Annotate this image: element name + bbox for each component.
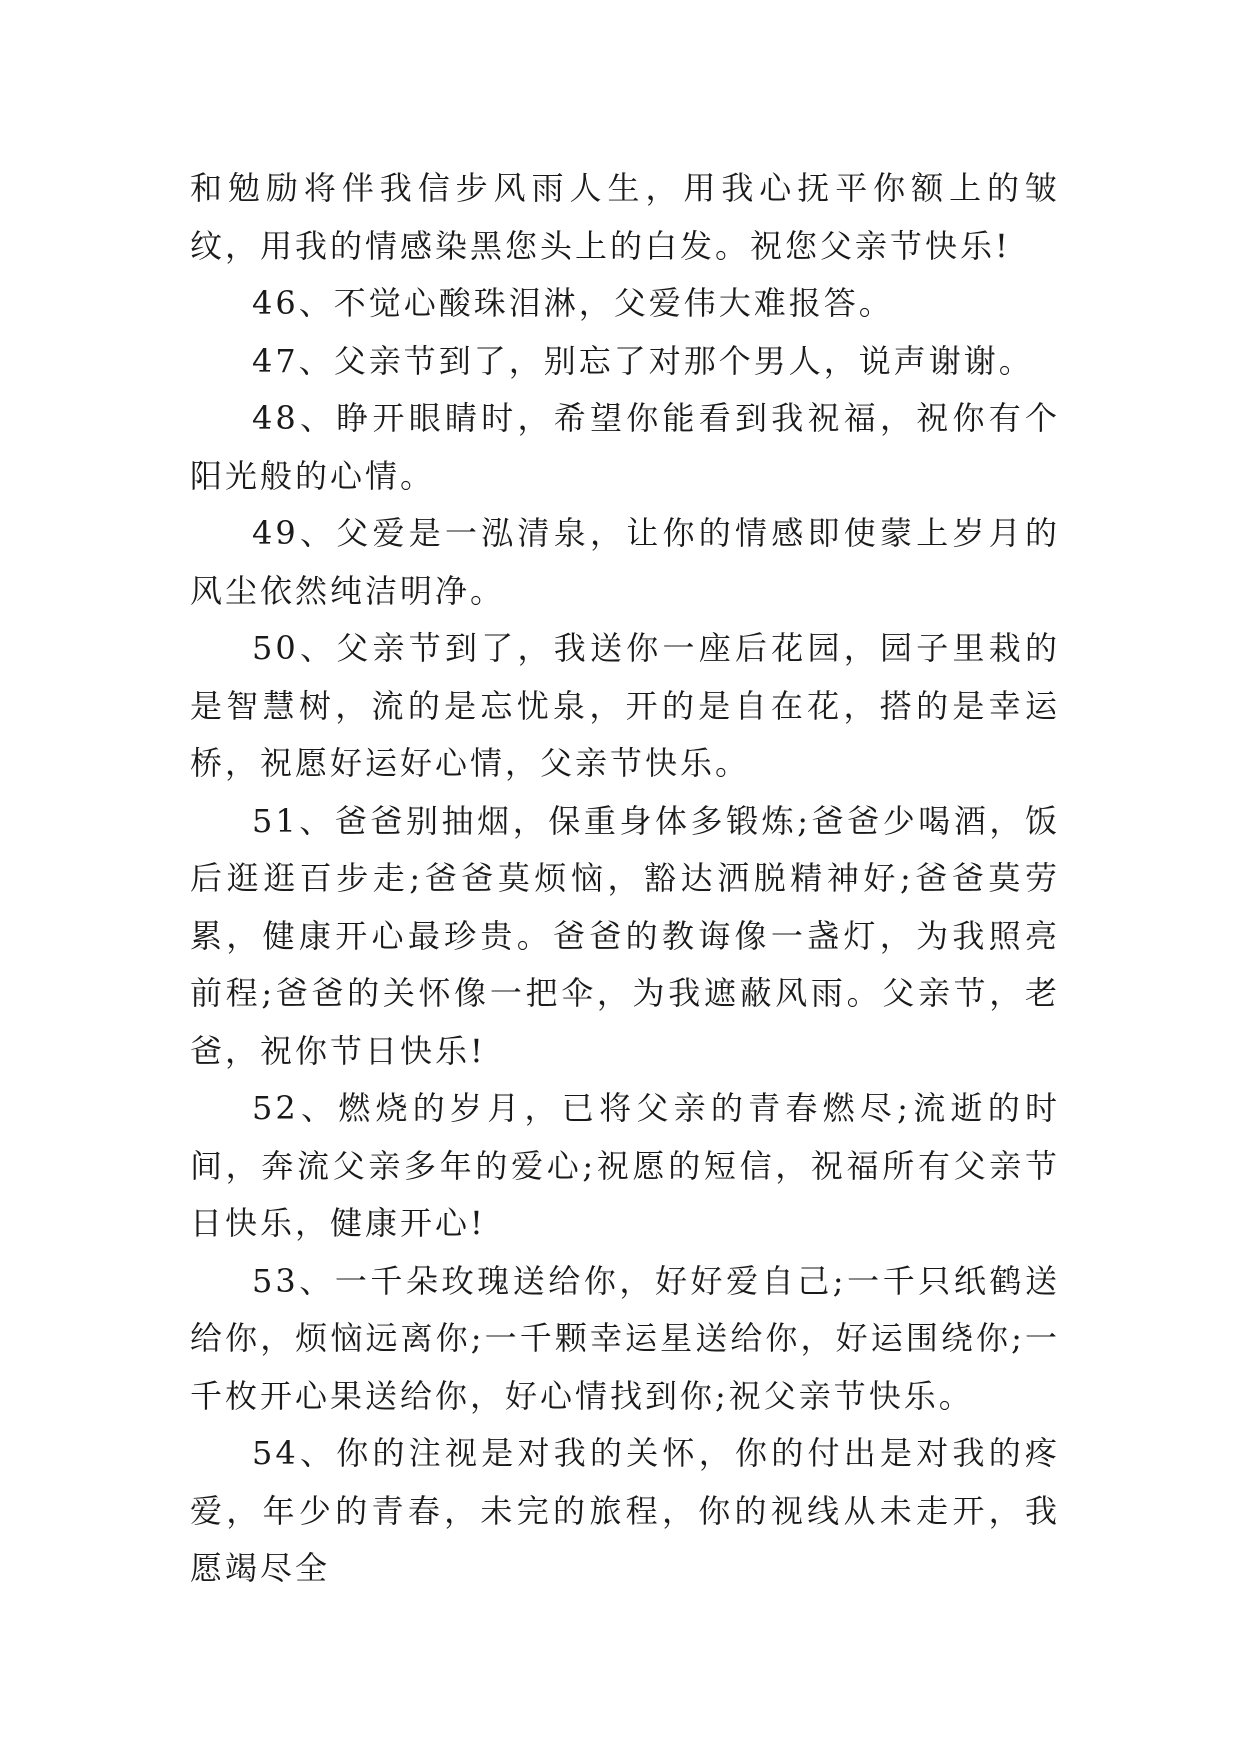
paragraph-53: 53、一千朵玫瑰送给你，好好爱自己;一千只纸鹤送给你，烦恼远离你;一千颗幸运星送给你，好运围绕你;一千枚开心果送给你，好心情找到你;祝父亲节快乐。 — [190, 1261, 1060, 1415]
paragraph-54: 54、你的注视是对我的关怀，你的付出是对我的疼爱，年少的青春，未完的旅程，你的视线从未走开，我愿竭尽全 — [190, 1434, 1060, 1587]
paragraph-46: 46、不觉心酸珠泪淋，父爱伟大难报答。 — [252, 284, 894, 322]
paragraph-51: 51、爸爸别抽烟，保重身体多锻炼;爸爸少喝酒，饭后逛逛百步走;爸爸莫烦恼，豁达洒脱精神好;爸爸莫劳累，健康开心最珍贵。爸爸的教诲像一盏灯，为我照亮前程;爸爸的关怀像一把伞，为我遮蔽风雨。父亲节，老爸，祝你节日快乐! — [190, 801, 1060, 1070]
paragraph-continuation: 和勉励将伴我信步风雨人生，用我心抚平你额上的皱纹，用我的情感染黑您头上的白发。祝您父亲节快乐! — [190, 169, 1060, 265]
paragraph-50: 50、父亲节到了，我送你一座后花园，园子里栽的是智慧树，流的是忘忧泉，开的是自在花，搭的是幸运桥，祝愿好运好心情，父亲节快乐。 — [190, 629, 1060, 782]
paragraph-47: 47、父亲节到了，别忘了对那个男人，说声谢谢。 — [252, 341, 1034, 380]
document-body — [190, 160, 1060, 1598]
paragraph-49: 49、父爱是一泓清泉，让你的情感即使蒙上岁月的风尘依然纯洁明净。 — [190, 514, 1060, 610]
paragraph-52: 52、燃烧的岁月，已将父亲的青春燃尽;流逝的时间，奔流父亲多年的爱心;祝愿的短信，祝福所有父亲节日快乐，健康开心! — [190, 1089, 1060, 1242]
paragraph-48: 48、睁开眼睛时，希望你能看到我祝福，祝你有个阳光般的心情。 — [190, 399, 1060, 495]
